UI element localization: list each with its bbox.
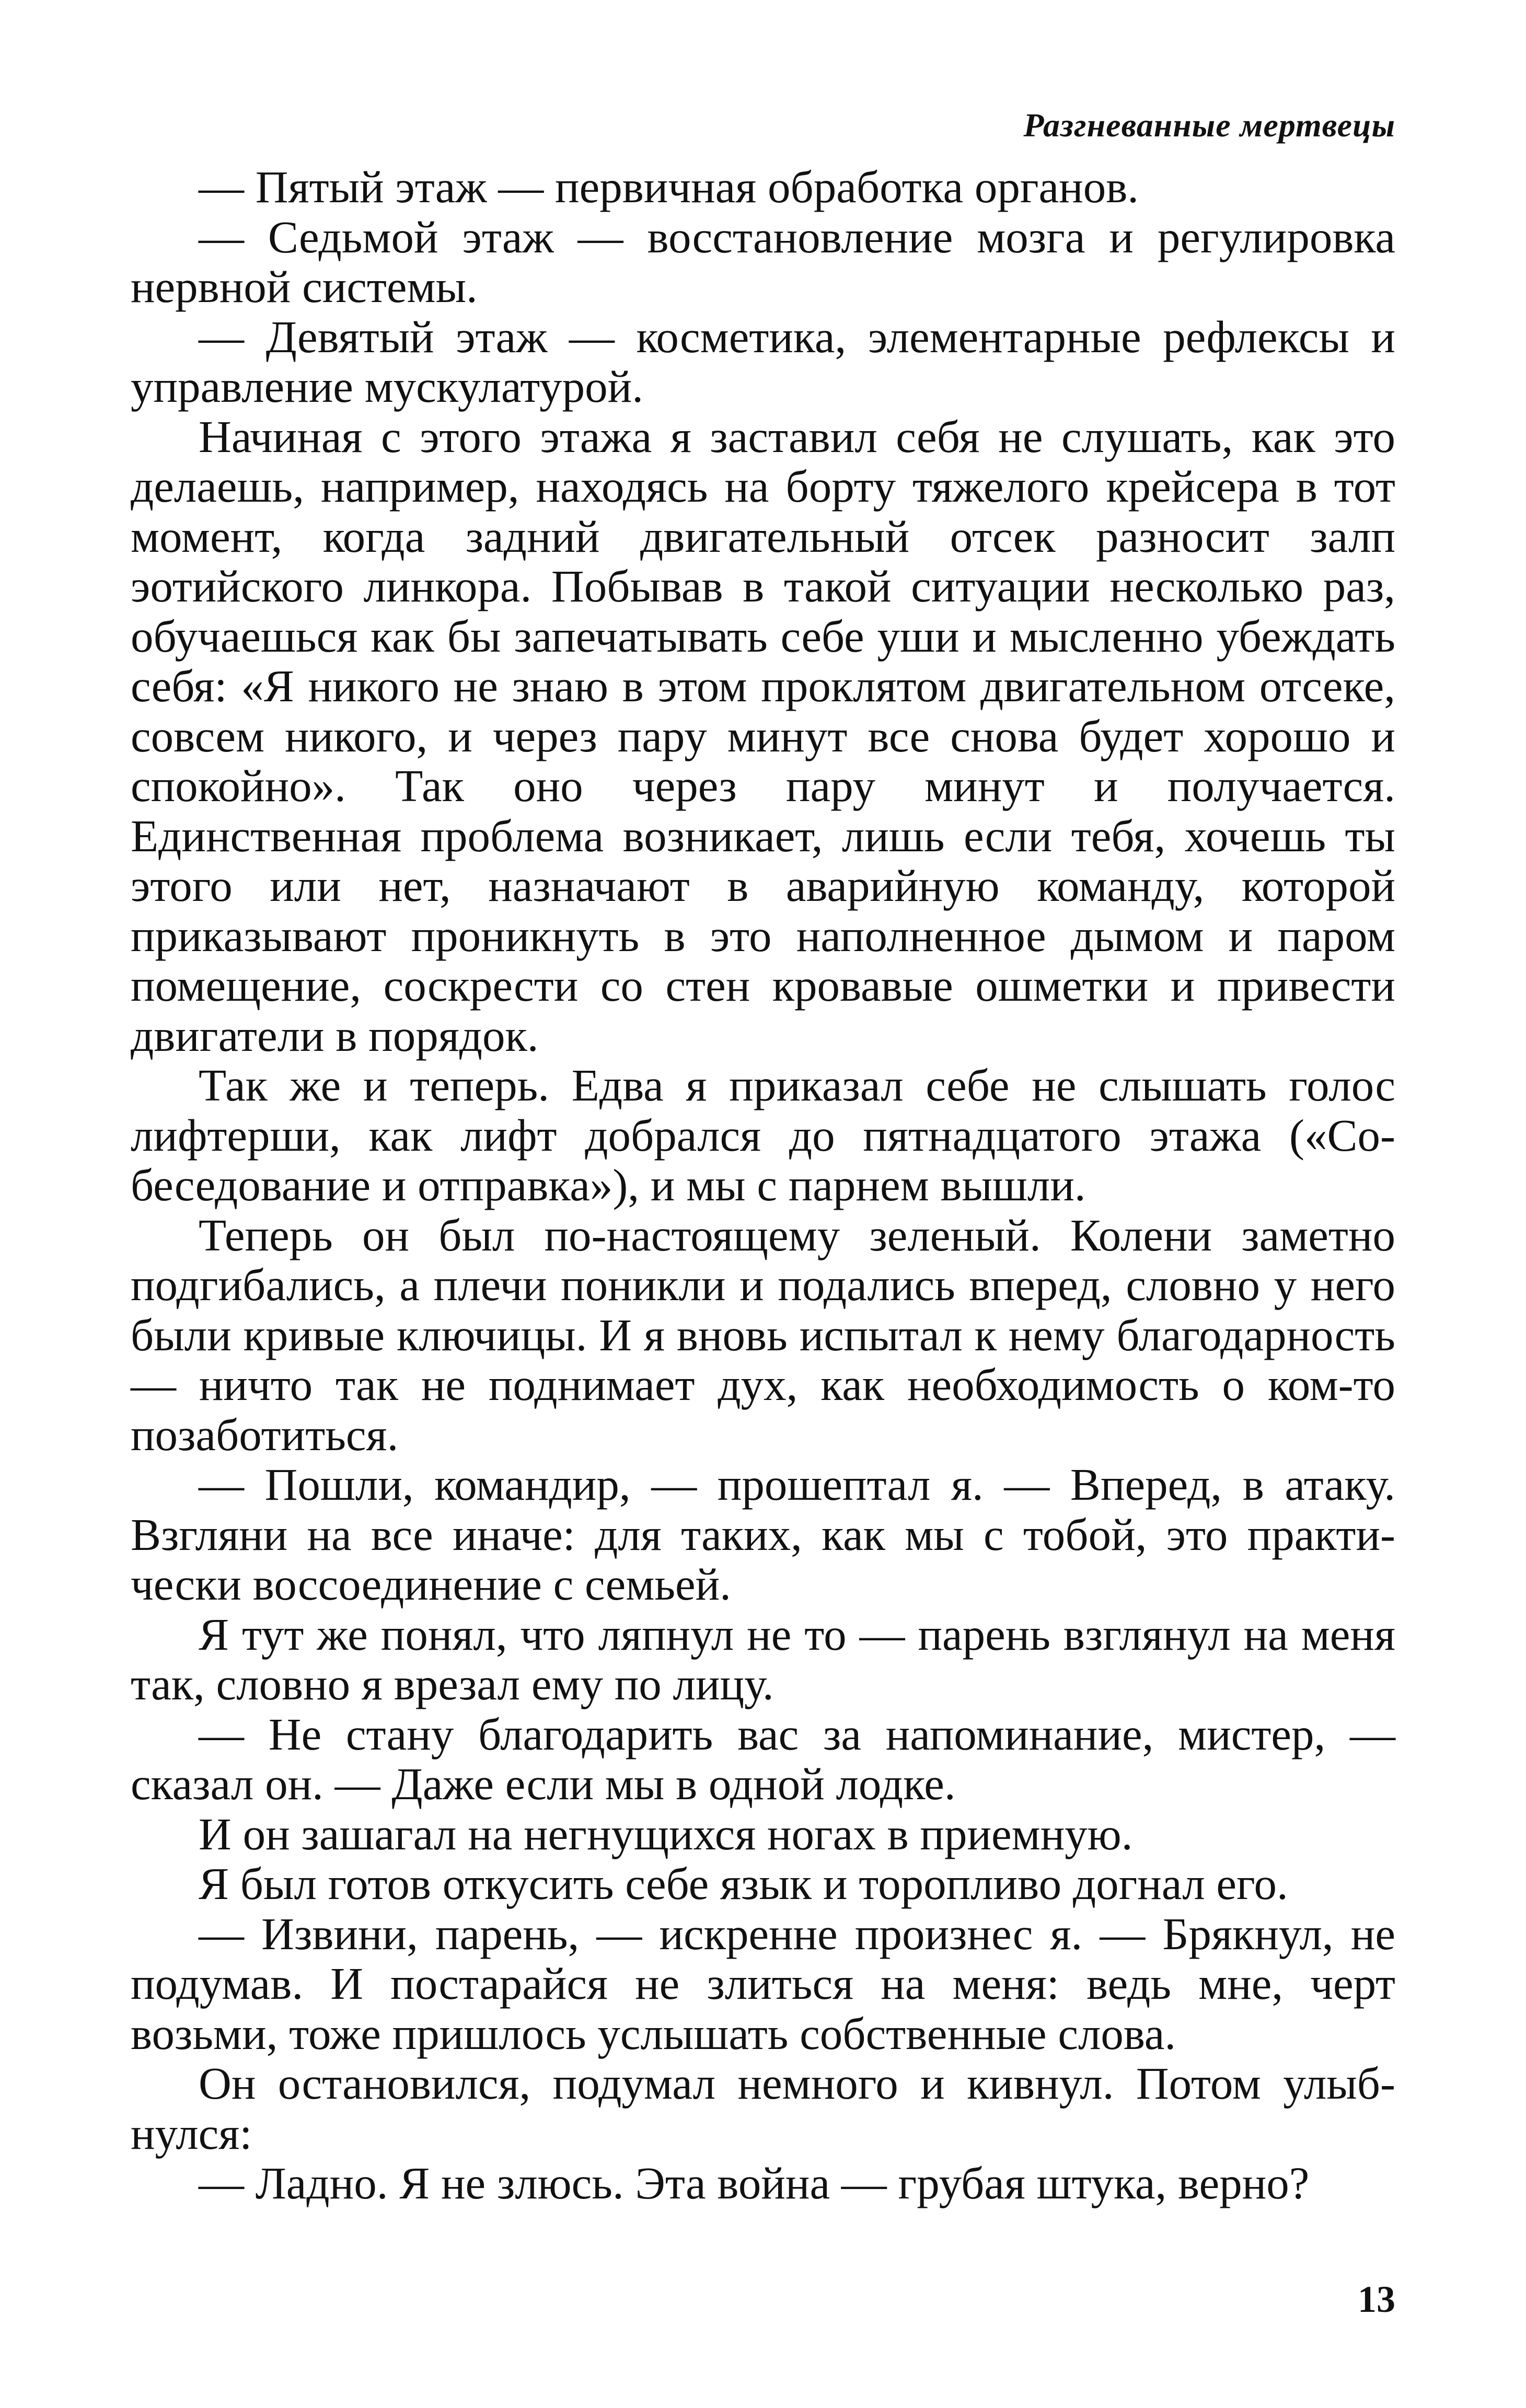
running-head: Разгневанные мертвецы: [1023, 107, 1395, 144]
paragraph: Начиная с этого этажа я заставил себя не слушать, как это делаешь, например, находясь на борту тяжелого крейсера в тот момент, когда задний двигательный отсек разносит залп эотийского линкора. Побывав в такой ситуации несколько раз, обучаешься как бы запечатывать себе уши и мысленно убеждать себя: «Я никого не знаю в этом проклятом двигательном отсеке, совсем никого, и через пару минут все снова будет хорошо и спокойно». Так оно через пару минут и получается. Единственная проблема возникает, лишь если тебя, хочешь ты этого или нет, назначают в аварийную команду, которой приказывают проникнуть в это наполненное дымом и паром помещение, соскрести со стен кровавые ошметки и привести двигатели в порядок.: [131, 411, 1395, 1061]
paragraph: Он остановился, подумал немного и кивнул. Потом улыбнулся:: [131, 2058, 1395, 2159]
page-number: 13: [1358, 2278, 1395, 2320]
paragraph: — Седьмой этаж — восстановление мозга и регулировка нервной системы.: [131, 211, 1395, 312]
paragraph: Я был готов откусить себе язык и торопливо догнал его.: [199, 1858, 1288, 1909]
paragraph: И он зашагал на негнущихся ногах в приемную.: [199, 1808, 1133, 1859]
paragraph: — Извини, парень, — искренне произнес я. — Брякнул, не подумав. И постарайся не злиться на меня: ведь мне, черт возьми, тоже пришлось услышать собственные слова.: [131, 1908, 1395, 2059]
body-text: [131, 162, 1395, 2208]
paragraph: — Не стану благодарить вас за напоминание, мистер, — сказал он. — Даже если мы в одной лодке.: [131, 1708, 1395, 1809]
paragraph: Так же и теперь. Едва я приказал себе не слышать голос лифтерши, как лифт добрался до пятнадцатого этажа («Собеседование и отправка»), и мы с парнем вышли.: [131, 1060, 1395, 1210]
paragraph: Теперь он был по-настоящему зеленый. Колени заметно подгибались, а плечи поникли и подались вперед, словно у него были кривые ключицы. И я вновь испытал к нему благодарность — ничто так не поднимает дух, как необходимость о ком-то позаботиться.: [131, 1209, 1395, 1460]
paragraph: Я тут же понял, что ляпнул не то — парень взглянул на меня так, словно я врезал ему по лицу.: [131, 1608, 1395, 1709]
paragraph: — Пятый этаж — первичная обработка органов.: [199, 161, 1139, 212]
book-page: [131, 105, 1395, 2320]
paragraph: — Девятый этаж — косметика, элементарные рефлексы и управление мускулатурой.: [131, 311, 1395, 412]
paragraph: — Ладно. Я не злюсь. Эта война — грубая штука, верно?: [199, 2158, 1310, 2208]
paragraph: — Пошли, командир, — прошептал я. — Вперед, в атаку. Взгляни на все иначе: для таких, как мы с тобой, это практически воссоединение с семьей.: [131, 1459, 1395, 1610]
